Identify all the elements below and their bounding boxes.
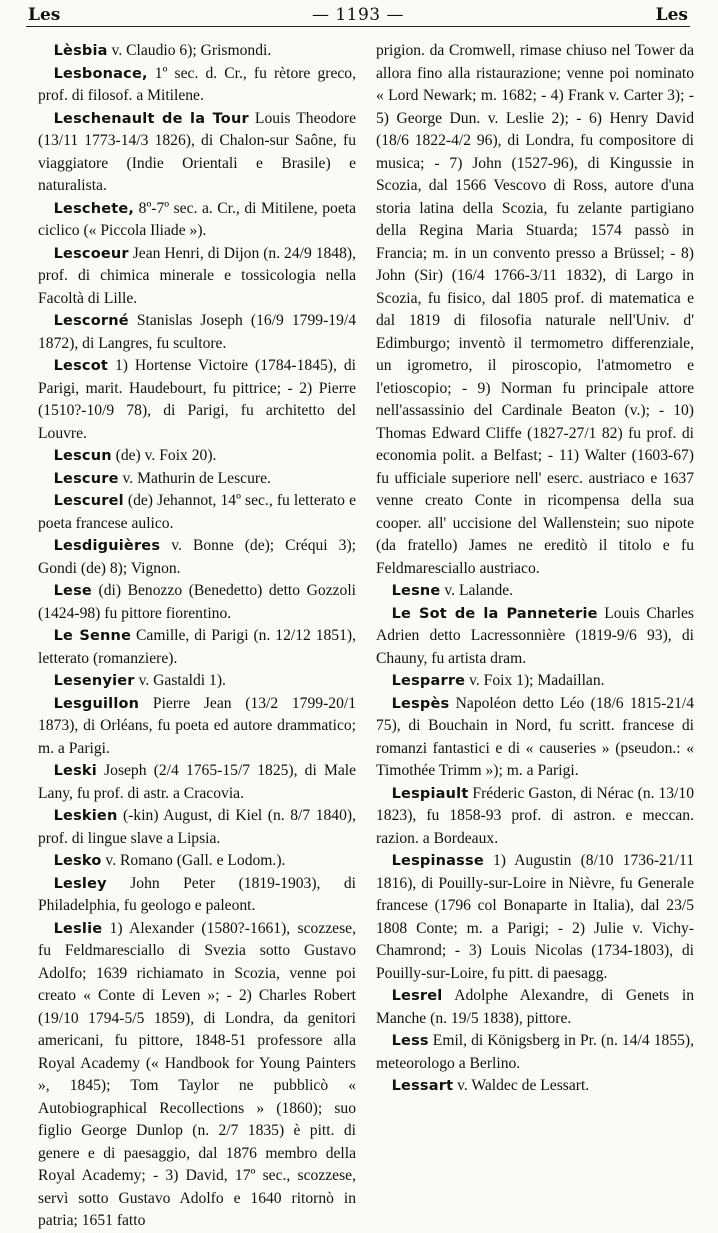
entry-text: v. Gastaldi 1). bbox=[134, 672, 226, 689]
headword: Lespiault bbox=[391, 785, 469, 802]
entry-text: Jean Henri, di Dijon (n. 24/9 1848), prof. di chimica minerale e tossicologia nella Facoltà di Lille. bbox=[38, 244, 356, 307]
running-header bbox=[28, 4, 688, 26]
left-column bbox=[38, 40, 356, 1233]
entry bbox=[376, 580, 694, 603]
entry-text: (de) Jehannot, 14º sec., fu letterato e poeta francese aulico. bbox=[38, 492, 356, 532]
headword: Lese bbox=[53, 583, 92, 599]
entry-text: Pierre Jean (13/2 1799-20/1 1873), di Orléans, fu poeta ed autore drammatico; m. a Parigi. bbox=[38, 694, 356, 757]
entry bbox=[376, 850, 694, 985]
entry bbox=[376, 985, 694, 1030]
entry-text: Camille, di Parigi (n. 12/12 1851), letterato (romanziere). bbox=[38, 627, 356, 667]
headword: Lesne bbox=[391, 583, 441, 599]
entry-text: John Peter (1819-1903), di Philadelphia, fu geologo e paleont. bbox=[38, 874, 356, 914]
headword: Lesrel bbox=[391, 988, 443, 1004]
entry bbox=[38, 445, 356, 468]
header-rule bbox=[26, 26, 690, 27]
headword: Lescot bbox=[53, 358, 108, 374]
entry bbox=[38, 108, 356, 198]
headword: Less bbox=[391, 1033, 429, 1049]
headword: Lesparre bbox=[391, 673, 466, 689]
entry bbox=[376, 670, 694, 693]
header-right: Les bbox=[655, 5, 688, 25]
entry bbox=[376, 783, 694, 851]
entry-text: v. Mathurin de Lescure. bbox=[118, 469, 271, 487]
entry bbox=[38, 198, 356, 243]
entry bbox=[38, 918, 356, 1233]
entry-text: Fréderic Gaston, di Nérac (n. 13/10 1823), fu 1858-93 prof. di astron. e meccan. razion. a Bordeaux. bbox=[376, 784, 694, 847]
headword: Leschenault de la Tour bbox=[53, 110, 249, 127]
entry bbox=[38, 468, 356, 491]
entry-text: v. Waldec de Lessart. bbox=[453, 1077, 590, 1094]
headword: Lesguillon bbox=[53, 695, 140, 712]
entry bbox=[38, 63, 356, 108]
entry bbox=[38, 243, 356, 311]
entry bbox=[38, 805, 356, 850]
entry-text: 1) Alexander (1580?-1661), scozzese, fu Feldmaresciallo di Svezia sotto Gustavo Adolfo; 1639 richiamato in Scozia, venne poi creato « Conte di Leven »; - 2) Charles Robert (19/10 1794-5/5 1859), di Londra, da genitori americani, fu pittore, 1848-51 professore alla Royal Academy (« Handbook for Young Painters », 1845); Tom Taylor ne pubblicò « Autobiographical Recollections » (1860); suo figlio George Dunlop (n. 2/7 1835) è pitt. di genere e di paesaggio, dal 1876 membro della Royal Academy; - 3) David, 17º sec., scozzese, servì sotto Gustavo Adolfo e 1640 ritornò in patria; 1651 fatto bbox=[38, 919, 356, 1229]
entry bbox=[38, 873, 356, 918]
entry bbox=[38, 580, 356, 625]
entry bbox=[376, 603, 694, 671]
headword: Lèsbia bbox=[53, 43, 108, 59]
entry-text: 8º-7º sec. a. Cr., di Mitilene, poeta ciclico (« Piccola Iliade »). bbox=[38, 199, 356, 239]
entry-text: Louis Theodore (13/11 1773-14/3 1826), di Chalon-sur Saône, fu viaggiatore (Indie Orientali e Brasile) e naturalista. bbox=[38, 109, 356, 194]
entry-text: Louis Charles Adrien detto Lacressonnière (1819-9/6 93), di Chauny, fu artista dram. bbox=[376, 604, 694, 667]
headword: Lespès bbox=[391, 695, 450, 712]
headword: Leskien bbox=[53, 808, 118, 824]
entry bbox=[38, 670, 356, 693]
entry bbox=[376, 1075, 694, 1098]
headword: Lescurel bbox=[53, 493, 124, 509]
entry bbox=[38, 850, 356, 873]
entry-text: (-kin) August, di Kiel (n. 8/7 1840), prof. di lingue slave a Lipsia. bbox=[38, 807, 356, 847]
right-column bbox=[376, 40, 694, 1098]
headword: Le Senne bbox=[53, 628, 132, 644]
headword: Leski bbox=[53, 763, 97, 779]
entry-text: (de) v. Foix 20). bbox=[111, 447, 217, 464]
headword: Le Sot de la Panneterie bbox=[391, 605, 598, 622]
entry-text: 1) Hortense Victoire (1784-1845), di Parigi, marit. Haudebourt, fu pittrice; - 2) Pierre (1510?-10/9 78), di Parigi, fu architetto del Louvre. bbox=[38, 357, 356, 442]
entry-text: prigion. da Cromwell, rimase chiuso nel Tower da allora fino alla ristaurazione; venne poi nominato « Lord Newark; m. 1682; - 4) Frank v. Carter 3); - 5) George Dun. v. Leslie 2); - 6) Henry David (18/6 1822-4/2 96), di Londra, fu compositore di musica; - 7) John (1527-96), di Kingussie in Scozia, dal 1566 Vescovo di Ross, autore d'una storia latina della Scozia, fu zelante partigiano della Regina Maria Stuarda; 1574 passò in Francia; m. in un convento presso a Brüssel; - 8) John (Sir) (16/4 1766-3/11 1832), di Largo in Scozia, fu fisico, dal 1805 prof. di matematica e dal 1819 di filosofia naturale nell'Univ. d' Edimburgo; inventò il termometro differenziale, un igrometro, il piroscopio, l'atmometro e l'etioscopio; - 9) Norman fu principale attore nell'assassinio del Cardinale Beaton (v.); - 10) Thomas Edward Cliffe (1827-27/1 82) fu prof. di economia polit. a Belfast; - 11) Walter (1603-67) fu ufficiale superiore nell' eserc. austriaco e 1637 venne creato Conte in ricompensa della sua cooper. all' uccisione del Wallenstein; suo nipote (da fratello) James ne ereditò il titolo e fu Feldmaresciallo austriaco. bbox=[376, 42, 694, 577]
headword: Lescoeur bbox=[53, 245, 129, 262]
headword: Leslie bbox=[53, 920, 103, 937]
entry-text: Joseph (2/4 1765-15/7 1825), di Male Lany, fu prof. di astr. a Cracovia. bbox=[38, 762, 356, 802]
page-number: — 1193 — bbox=[311, 5, 405, 25]
headword: Lescun bbox=[53, 448, 112, 464]
entry-text: v. Lalande. bbox=[440, 582, 514, 599]
entry bbox=[38, 355, 356, 445]
entry-text: v. Romano (Gall. e Lodom.). bbox=[101, 852, 286, 869]
entry-text: v. Bonne (de); Créqui 3); Gondi (de) 8); Vignon. bbox=[38, 537, 356, 577]
headword: Lescure bbox=[53, 470, 119, 487]
headword: Lessart bbox=[391, 1078, 454, 1094]
entry bbox=[38, 310, 356, 355]
headword: Lesbonace, bbox=[53, 65, 148, 82]
headword: Lesley bbox=[53, 875, 107, 892]
headword: Lesdiguières bbox=[53, 538, 161, 554]
header-left: Les bbox=[28, 5, 61, 25]
headword: Lesko bbox=[53, 853, 102, 869]
entry bbox=[38, 535, 356, 580]
entry-text: v. Foix 1); Madaillan. bbox=[465, 672, 605, 689]
entry-text: Napoléon detto Léo (18/6 1815-21/4 75), di Bouchain in Nord, fu scritt. francese di romanzi fantastici e di « causeries » (pseudon.: « Timothée Trimm »); m. a Parigi. bbox=[376, 694, 694, 779]
entry-text: 1) Augustin (8/10 1736-21/11 1816), di Pouilly-sur-Loire in Nièvre, fu Generale francese (1796 col Bonaparte in Italia), dal 23/5 1808 Conte; m. a Parigi; - 2) Julie v. Vichy-Chamrond; - 3) Louis Nicolas (1734-1803), di Pouilly-sur-Loire, fu pitt. di paesagg. bbox=[376, 852, 694, 982]
headword: Leschete, bbox=[53, 200, 135, 217]
entry bbox=[38, 490, 356, 535]
entry bbox=[38, 40, 356, 63]
entry-text: Stanislas Joseph (16/9 1799-19/4 1872), di Langres, fu scultore. bbox=[38, 312, 356, 352]
entry bbox=[38, 625, 356, 670]
entry-text: Adolphe Alexandre, di Genets in Manche (n. 19/5 1838), pittore. bbox=[376, 987, 694, 1027]
headword: Lesenyier bbox=[53, 673, 135, 689]
entry-text: (di) Benozzo (Benedetto) detto Gozzoli (1424-98) fu pittore fiorentino. bbox=[38, 582, 356, 622]
entry-text: 1º sec. d. Cr., fu rètore greco, prof. di filosof. a Mitilene. bbox=[38, 64, 356, 104]
headword: Lescorné bbox=[53, 313, 129, 329]
entry-text: Emil, di Königsberg in Pr. (n. 14/4 1855), meteorologo a Berlino. bbox=[376, 1032, 694, 1072]
entry-continuation bbox=[376, 40, 694, 580]
entry bbox=[38, 693, 356, 761]
entry bbox=[376, 693, 694, 783]
entry bbox=[38, 760, 356, 805]
entry-text: v. Claudio 6); Grismondi. bbox=[107, 42, 272, 59]
entry bbox=[376, 1030, 694, 1075]
headword: Lespinasse bbox=[391, 853, 484, 869]
